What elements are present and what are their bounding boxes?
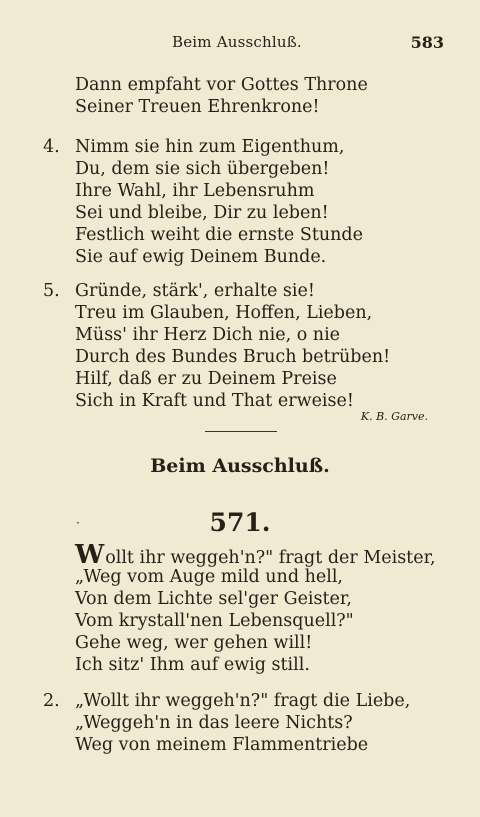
verse-line: „Weggeh'n in das leere Nichts? (75, 713, 353, 733)
stanza-4 (43, 136, 363, 268)
hymn-number: 571. (209, 508, 271, 537)
running-title: Beim Ausschluß. (172, 33, 302, 51)
running-head (0, 33, 480, 57)
verse-line: Durch des Bundes Bruch betrüben! (75, 347, 391, 367)
drop-cap: W (75, 540, 105, 570)
verse-line: Weg von meinem Flammentriebe (75, 735, 369, 755)
first-line-text: ollt ihr weggeh'n?" fragt der Meister, (105, 548, 436, 568)
verse-line: „Wollt ihr weggeh'n?" fragt die Liebe, (75, 691, 411, 711)
verse-line: Von dem Lichte sel'ger Geister, (75, 589, 352, 609)
stanza-2 (43, 690, 411, 756)
stanza-number: 2. (43, 691, 60, 711)
verse-line: Vom krystall'nen Lebensquell?" (75, 611, 354, 631)
print-speck: · (76, 516, 80, 530)
author-attribution: K. B. Garve. (360, 410, 428, 423)
verse-line-first (75, 540, 436, 570)
verse-line: „Weg vom Auge mild und hell, (75, 567, 343, 587)
verse-line: Gründe, stärk', erhalte sie! (75, 281, 315, 301)
verse-line: Festlich weiht die ernste Stunde (75, 225, 363, 245)
verse-line: Müss' ihr Herz Dich nie, o nie (75, 325, 341, 345)
verse-line: Du, dem sie sich übergeben! (75, 159, 330, 179)
verse-line: Ihre Wahl, ihr Lebensruhm (75, 181, 315, 201)
stanza-1 (75, 540, 436, 676)
stanza-number: 5. (43, 281, 60, 301)
verse-line: Treu im Glauben, Hoffen, Lieben, (75, 303, 373, 323)
section-divider (205, 431, 277, 432)
section-heading: Beim Ausschluß. (150, 455, 330, 477)
verse-line: Hilf, daß er zu Deinem Preise (75, 369, 337, 389)
page-number: 583 (410, 33, 444, 52)
stanza-continued (75, 74, 368, 118)
verse-line: Nimm sie hin zum Eigenthum, (75, 137, 345, 157)
stanza-5 (43, 280, 391, 412)
verse-line: Ich sitz' Ihm auf ewig still. (75, 655, 310, 675)
verse-line: Sich in Kraft und That erweise! (75, 391, 354, 411)
verse-line: Gehe weg, wer gehen will! (75, 633, 313, 653)
verse-line: Dann empfaht vor Gottes Throne (75, 75, 368, 95)
verse-line: Sei und bleibe, Dir zu leben! (75, 203, 329, 223)
stanza-number: 4. (43, 137, 60, 157)
verse-line: Sie auf ewig Deinem Bunde. (75, 247, 327, 267)
verse-line: Seiner Treuen Ehrenkrone! (75, 97, 320, 117)
